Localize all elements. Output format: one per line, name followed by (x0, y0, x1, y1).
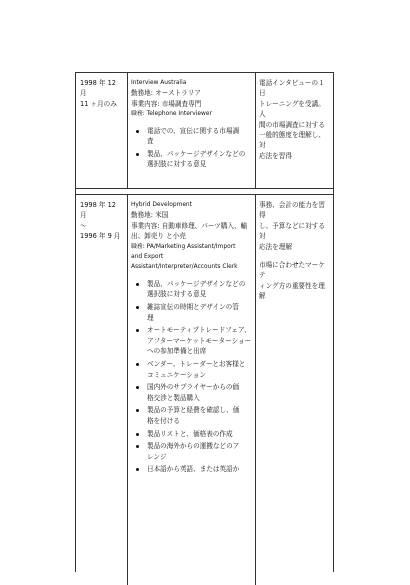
list-item: 国内外のサプライヤーからの価 格交渉と製品購入 (147, 382, 252, 403)
list-item: 製品、パッケージデザインなどの 選択肢に対する意見 (147, 279, 252, 300)
skills-cell (255, 73, 333, 188)
career-history-table (75, 72, 334, 572)
period-text: 1998 年 12 月 ～ 1996 年 9 月 (80, 201, 121, 241)
list-item: 製品リストと、価格表の作成 (147, 429, 252, 440)
company-name: Interview Australia (131, 80, 187, 86)
business-description: 事業内容: 自動車修理、パーツ購入、輸 出、卸売り と小売 (131, 221, 248, 241)
job-role: 職務: Telephone Interviewer (131, 111, 212, 118)
list-item: 電話での、宣伝に関する市場調 査 (147, 126, 252, 147)
list-item: オートモーティブトレードフェア、 アフターマーケットモーターショー への参加準備と出席 (147, 326, 252, 356)
list-item: 製品、パッケージデザインなどの 選択肢に対する意見 (147, 149, 252, 170)
job-role: 職務: PA/Marketing Assistant/Import and Export Assistant/Interpreter/Accounts Clerk (131, 243, 238, 271)
skills-text: 電話インタビューの１日 トレーニングを受講。人 間の市場調査に対する 一般的態度を理解し、対 応法を習得 (259, 79, 325, 160)
business-description: 事業内容: 市場調査専門 (131, 99, 202, 108)
duties-list (131, 279, 252, 475)
details-cell (127, 195, 256, 585)
skills-text: 市場に合わせたマーケテ ィング方の重要性を理解 (259, 261, 325, 301)
company-name: Hybrid Development (131, 202, 192, 208)
period-text: 1998 年 12 月 11 ヶ月のみ (80, 79, 117, 108)
table-row (76, 73, 333, 189)
duties-list (131, 126, 252, 170)
list-item: 雑誌宣伝の時期とデザインの管 理 (147, 302, 252, 323)
work-location: 勤務地: 米国 (131, 211, 169, 220)
list-item: 日本語から英語、または英語か (147, 464, 252, 475)
period-cell (76, 195, 128, 585)
list-item: ベンダー、トレーダーとお客様と コミュニケーション (147, 359, 252, 380)
period-cell (76, 73, 128, 188)
skills-text: 事務、会計の能力を習得 し、予算などに対する対 応法を理解 (259, 201, 325, 251)
skills-cell (255, 195, 333, 585)
list-item: 製品の海外からの運搬などのア レンジ (147, 441, 252, 462)
table-row (76, 194, 333, 585)
details-cell (127, 73, 256, 188)
work-location: 勤務地: オーストラリア (131, 89, 201, 98)
list-item: 製品の予算と経費を確認し、価 格を付ける (147, 405, 252, 426)
